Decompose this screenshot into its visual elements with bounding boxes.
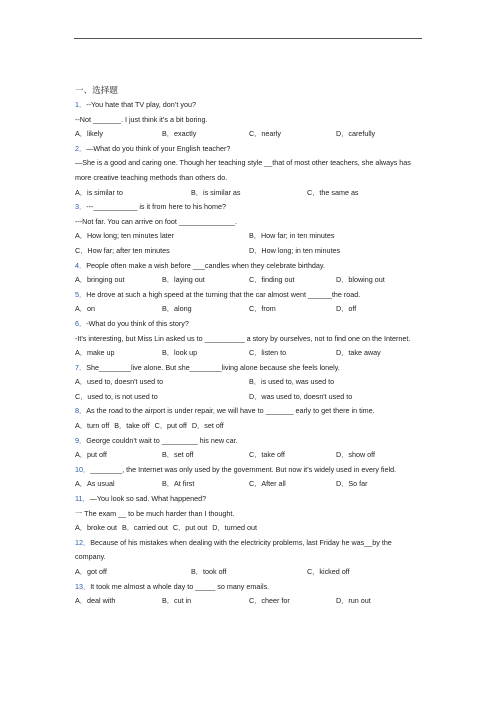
answer-option[interactable]: D．take away bbox=[336, 348, 381, 358]
question-item bbox=[75, 317, 423, 361]
question-item bbox=[75, 580, 423, 609]
question-text: Because of his mistakes when dealing with the electricity problems, last Friday he was__by the company. bbox=[75, 537, 392, 562]
question-dialogue-line: --Not _______. I just think it’s a bit boring. bbox=[75, 114, 208, 124]
answer-option[interactable]: C．put out bbox=[172, 523, 208, 533]
option-row bbox=[75, 448, 423, 463]
answer-option[interactable]: C．After all bbox=[249, 479, 286, 489]
option-row bbox=[75, 477, 423, 492]
question-item bbox=[75, 98, 423, 142]
question-stem bbox=[75, 580, 423, 595]
answer-option[interactable]: B．along bbox=[162, 304, 192, 314]
question-number: 10． bbox=[75, 464, 91, 474]
answer-option[interactable]: A．As usual bbox=[75, 479, 115, 489]
option-row bbox=[75, 302, 423, 317]
answer-option[interactable]: C．How far; after ten minutes bbox=[75, 245, 170, 255]
question-dialogue-line: —She is a good and caring one. Though her teaching style __that of most other teachers, she always has more creative teaching methods than others do. bbox=[75, 158, 411, 182]
question-dialogue-line: -It's interesting, but Miss Lin asked us to __________ a story by ourselves, not to find one on the Internet. bbox=[75, 333, 411, 343]
question-number: 6． bbox=[75, 318, 87, 328]
question-number: 12． bbox=[75, 537, 91, 547]
option-row bbox=[75, 273, 423, 288]
answer-option[interactable]: C．listen to bbox=[249, 348, 287, 358]
question-text: —You look so sad. What happened? bbox=[89, 494, 207, 504]
answer-option[interactable]: A．make up bbox=[75, 348, 115, 358]
answer-option[interactable]: B．At first bbox=[162, 479, 195, 489]
answer-option[interactable]: B．laying out bbox=[162, 275, 205, 285]
question-stem bbox=[75, 404, 423, 419]
answer-option[interactable]: D．run out bbox=[336, 596, 371, 606]
answer-option[interactable]: B．set off bbox=[162, 450, 194, 460]
option-row bbox=[75, 127, 423, 142]
question-text: She________live alone. But she________living alone because she feels lonely. bbox=[86, 362, 340, 372]
answer-option[interactable]: C．put off bbox=[154, 421, 187, 431]
answer-option[interactable]: B．carried out bbox=[121, 523, 168, 533]
question-number: 9． bbox=[75, 435, 87, 445]
answer-option[interactable]: B．look up bbox=[162, 348, 198, 358]
question-item bbox=[75, 463, 423, 492]
answer-option[interactable]: A．used to, doesn't used to bbox=[75, 377, 164, 387]
answer-option[interactable]: B．take off bbox=[114, 421, 150, 431]
question-text: As the road to the airport is under repair, we will have to _______ early to get there in time. bbox=[86, 406, 375, 416]
header-rule bbox=[74, 38, 422, 39]
answer-option[interactable]: B．exactly bbox=[162, 129, 197, 139]
question-stem bbox=[75, 492, 423, 507]
answer-option[interactable]: D．blowing out bbox=[336, 275, 385, 285]
question-stem bbox=[75, 317, 423, 332]
answer-option[interactable]: D．off bbox=[336, 304, 357, 314]
question-item bbox=[75, 142, 423, 200]
question-number: 5． bbox=[75, 289, 87, 299]
answer-option[interactable]: C．finding out bbox=[249, 275, 295, 285]
answer-option[interactable]: B．is similar as bbox=[191, 187, 241, 197]
answer-option[interactable]: D．set off bbox=[191, 421, 224, 431]
answer-option[interactable]: A．is similar to bbox=[75, 187, 123, 197]
answer-option[interactable]: D．How long; in ten minutes bbox=[249, 245, 341, 255]
question-text: ---___________ is it from here to his home? bbox=[86, 202, 227, 212]
question-stem bbox=[75, 200, 423, 215]
answer-option[interactable]: D．So far bbox=[336, 479, 368, 489]
answer-option[interactable]: D．was used to, doesn't used to bbox=[249, 391, 353, 401]
answer-option[interactable]: D．turned out bbox=[212, 523, 258, 533]
question-text: --You hate that TV play, don’t you? bbox=[86, 100, 196, 109]
question-number: 7． bbox=[75, 362, 87, 372]
question-item bbox=[75, 434, 423, 463]
answer-option[interactable]: B．cut in bbox=[162, 596, 192, 606]
answer-option[interactable]: A．likely bbox=[75, 129, 103, 139]
question-dialogue-line: 一 The exam __ to be much harder than I thought. bbox=[75, 508, 235, 518]
option-row bbox=[75, 419, 423, 434]
question-stem bbox=[75, 142, 423, 157]
question-item bbox=[75, 492, 423, 536]
question-stem bbox=[75, 536, 423, 565]
section-title: 一、选择题 bbox=[75, 85, 118, 95]
answer-option[interactable]: D．carefully bbox=[336, 129, 376, 139]
question-text: George couldn’t wait to _________ his new car. bbox=[86, 435, 238, 445]
question-item bbox=[75, 361, 423, 405]
option-row bbox=[75, 244, 423, 259]
exam-content bbox=[75, 82, 423, 609]
question-item bbox=[75, 200, 423, 258]
option-row bbox=[75, 346, 423, 361]
question-text: He drove at such a high speed at the turning that the car almost went ______the road. bbox=[86, 289, 361, 299]
question-stem bbox=[75, 259, 423, 274]
question-stem bbox=[75, 434, 423, 449]
answer-option[interactable]: A．put off bbox=[75, 450, 107, 460]
answer-option[interactable]: B．took off bbox=[191, 567, 227, 576]
question-number: 2． bbox=[75, 143, 87, 153]
answer-option[interactable]: D．show off bbox=[336, 450, 376, 460]
question-text: -What do you think of this story? bbox=[86, 318, 189, 328]
answer-option[interactable]: A．bringing out bbox=[75, 275, 125, 285]
question-text: —What do you think of your English teacher? bbox=[86, 143, 231, 153]
question-item bbox=[75, 536, 423, 580]
answer-option[interactable]: C．cheer for bbox=[249, 596, 290, 606]
answer-option[interactable]: A．turn off bbox=[75, 421, 110, 431]
answer-option[interactable]: B．How far; in ten minutes bbox=[249, 231, 335, 241]
question-text: People often make a wish before ___candles when they celebrate birthday. bbox=[86, 260, 325, 270]
question-text: It took me almost a whole day to _____ so many emails. bbox=[90, 581, 270, 591]
question-number: 11． bbox=[75, 494, 90, 504]
question-number: 4． bbox=[75, 260, 87, 270]
question-stem bbox=[75, 463, 423, 478]
answer-option[interactable]: A．How long; ten minutes later bbox=[75, 231, 175, 241]
question-number: 1． bbox=[75, 100, 87, 109]
question-item bbox=[75, 259, 423, 288]
answer-option[interactable]: C．take off bbox=[249, 450, 285, 460]
question-item bbox=[75, 404, 423, 433]
question-item bbox=[75, 288, 423, 317]
option-row bbox=[75, 390, 423, 405]
option-row bbox=[75, 565, 423, 580]
question-dialogue-line: ---Not far. You can arrive on foot ______________. bbox=[75, 216, 237, 226]
answer-option[interactable]: C．kicked off bbox=[307, 567, 350, 576]
answer-option[interactable]: B．is used to, was used to bbox=[249, 377, 335, 387]
answer-option[interactable]: A．broke out bbox=[75, 523, 117, 533]
question-number: 13． bbox=[75, 581, 91, 591]
option-row bbox=[75, 521, 423, 536]
answer-option[interactable]: A．got off bbox=[75, 567, 107, 576]
answer-option[interactable]: C．the same as bbox=[307, 187, 359, 197]
answer-option[interactable]: C．used to, is not used to bbox=[75, 391, 158, 401]
option-row bbox=[75, 186, 423, 201]
question-stem bbox=[75, 98, 423, 113]
question-text: ________, the Internet was only used by the government. But now it’s widely used in every field. bbox=[90, 464, 397, 474]
answer-option[interactable]: A．deal with bbox=[75, 596, 116, 606]
answer-option[interactable]: A．on bbox=[75, 304, 95, 314]
answer-option[interactable]: C．nearly bbox=[249, 129, 281, 139]
option-row bbox=[75, 594, 423, 609]
answer-option[interactable]: C．from bbox=[249, 304, 276, 314]
question-number: 3． bbox=[75, 202, 87, 212]
option-row bbox=[75, 229, 423, 244]
question-number: 8． bbox=[75, 406, 87, 416]
option-row bbox=[75, 375, 423, 390]
question-stem bbox=[75, 361, 423, 376]
question-stem bbox=[75, 288, 423, 303]
question-list bbox=[75, 98, 423, 609]
